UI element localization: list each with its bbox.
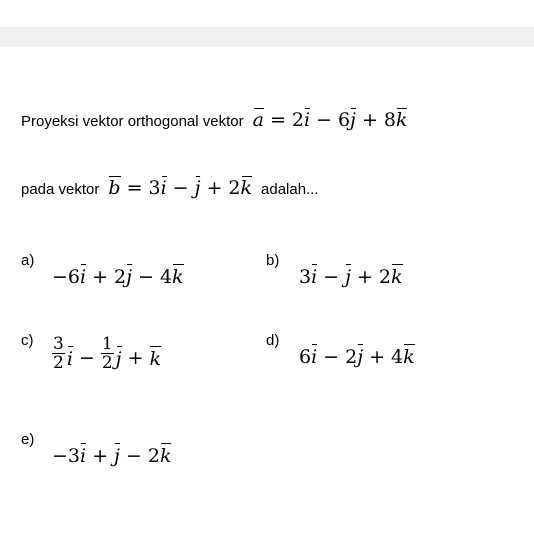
- vector-a-unit-i: i: [303, 109, 311, 131]
- option-b-coef-k: 2: [378, 266, 392, 288]
- option-b-coef-i: 3: [299, 266, 312, 288]
- vector-a-equals: =: [269, 109, 286, 131]
- option-c-unit-k: k: [149, 345, 161, 370]
- option-e-op1: +: [92, 445, 109, 467]
- option-e-expression[interactable]: [52, 442, 171, 467]
- option-c-frac1-den: 2: [53, 353, 64, 373]
- option-a-unit-j: j: [126, 263, 132, 288]
- question-line-1-text: Proyeksi vektor orthogonal vektor: [21, 113, 244, 130]
- vector-b-expression: [108, 175, 252, 198]
- vector-a-unit-k: k: [395, 109, 408, 131]
- option-e-unit-i: i: [80, 442, 86, 467]
- option-d-unit-j: j: [357, 343, 363, 368]
- vector-b-coef-i: 3: [148, 177, 161, 199]
- top-band: [0, 27, 534, 47]
- option-d-coef-j: 2: [345, 346, 358, 368]
- option-b-unit-i: i: [311, 263, 317, 288]
- option-a-label[interactable]: a): [21, 252, 35, 269]
- option-d-coef-k: 4: [391, 346, 404, 368]
- vector-b-unit-i: i: [160, 177, 167, 199]
- option-d-expression[interactable]: [299, 343, 415, 368]
- option-b-unit-k: k: [391, 263, 403, 288]
- vector-b-op1: −: [172, 177, 189, 199]
- option-e-coef-i: 3: [67, 445, 81, 467]
- vector-a-coef-k: 8: [383, 109, 396, 131]
- option-a-sign: −: [52, 266, 68, 288]
- option-c-op2: +: [127, 346, 144, 369]
- option-b-op2: +: [357, 266, 373, 288]
- option-c-unit-j: j: [116, 345, 122, 370]
- option-c-fraction-1: [52, 335, 65, 372]
- option-a-unit-i: i: [80, 263, 86, 288]
- vector-b-op2: +: [206, 177, 223, 199]
- option-e-sign: −: [52, 445, 68, 467]
- vector-a-expression: [253, 107, 408, 130]
- option-d-label[interactable]: d): [266, 332, 280, 349]
- vector-b-coef-k: 2: [228, 177, 241, 199]
- vector-b-name: b: [108, 177, 121, 199]
- option-c-label[interactable]: c): [21, 332, 34, 349]
- question-line-2: [21, 175, 319, 200]
- question-line-1: [21, 107, 407, 132]
- option-e-unit-j: j: [114, 442, 120, 467]
- option-a-op2: −: [138, 266, 154, 288]
- option-d-op1: −: [323, 346, 340, 368]
- option-a-unit-k: k: [172, 263, 184, 288]
- vector-a-op1: −: [316, 109, 332, 131]
- option-c-frac2-num: 1: [101, 334, 113, 354]
- option-a-coef-i: 6: [67, 266, 81, 288]
- option-a-op1: +: [92, 266, 109, 288]
- option-c-frac2-den: 2: [101, 353, 113, 373]
- option-e-coef-k: 2: [147, 445, 160, 467]
- option-b-unit-j: j: [345, 263, 351, 288]
- vector-a-name: a: [252, 109, 264, 131]
- option-c-frac1-num: 3: [53, 334, 64, 354]
- option-b-op1: −: [323, 266, 340, 288]
- option-d-coef-i: 6: [299, 346, 312, 368]
- option-c-expression[interactable]: [52, 334, 161, 376]
- option-e-op2: −: [125, 445, 142, 467]
- vector-a-coef-i: 2: [291, 109, 304, 131]
- option-a-coef-j: 2: [114, 266, 127, 288]
- option-c-fraction-2: [101, 335, 114, 372]
- option-a-coef-k: 4: [159, 266, 173, 288]
- vector-a-unit-j: j: [350, 109, 356, 131]
- option-c-op1: −: [78, 346, 95, 369]
- option-c-unit-i: i: [67, 345, 73, 370]
- question-line-2-text-before: pada vektor: [21, 181, 100, 198]
- vector-b-equals: =: [126, 177, 143, 199]
- option-d-unit-i: i: [311, 343, 317, 368]
- option-d-op2: +: [369, 346, 386, 368]
- option-d-unit-k: k: [403, 343, 415, 368]
- option-a-expression[interactable]: [52, 263, 184, 288]
- vector-b-unit-k: k: [240, 177, 253, 199]
- option-b-label[interactable]: b): [266, 252, 280, 269]
- vector-a-coef-j: 6: [337, 109, 351, 131]
- option-e-unit-k: k: [160, 442, 172, 467]
- vector-a-op2: +: [361, 109, 378, 131]
- question-line-2-text-after: adalah...: [261, 181, 319, 198]
- vector-b-unit-j: j: [194, 177, 201, 199]
- option-b-expression[interactable]: [299, 263, 403, 288]
- option-e-label[interactable]: e): [21, 431, 35, 448]
